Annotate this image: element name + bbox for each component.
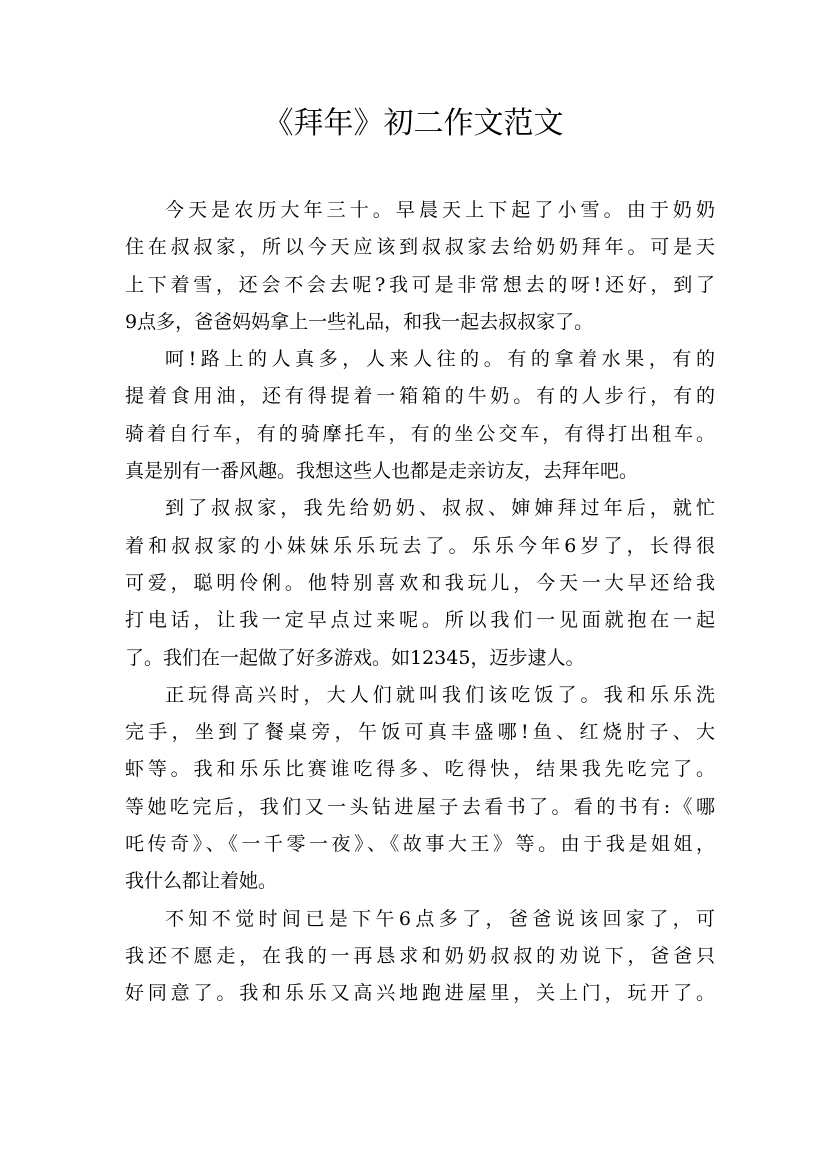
paragraph-line: 到了叔叔家，我先给奶奶、叔叔、婶婶拜过年后，就忙 xyxy=(165,497,715,520)
paragraph-line: 吒传奇》、《一千零一夜》、《故事大王》等。由于我是姐姐， xyxy=(125,833,715,856)
paragraph-line: 虾等。我和乐乐比赛谁吃得多、吃得快，结果我先吃完了。 xyxy=(125,758,715,781)
paragraph-line: 好同意了。我和乐乐又高兴地跑进屋里，关上门，玩开了。 xyxy=(125,982,715,1005)
paragraph-line: 可爱，聪明伶俐。他特别喜欢和我玩儿，今天一大早还给我 xyxy=(125,571,715,594)
paragraph-line: 我什么都让着她。 xyxy=(125,870,278,893)
paragraph-line: 不知不觉时间已是下午6点多了，爸爸说该回家了，可 xyxy=(165,907,715,930)
paragraph-line: 打电话，让我一定早点过来呢。所以我们一见面就抱在一起 xyxy=(125,609,715,632)
paragraph-line: 今天是农历大年三十。早晨天上下起了小雪。由于奶奶 xyxy=(165,199,715,221)
paragraph xyxy=(125,192,715,341)
paragraph-line: 我还不愿走，在我的一再恳求和奶奶叔叔的劝说下，爸爸只 xyxy=(125,944,715,967)
paragraph-line: 上下着雪，还会不会去呢?我可是非常想去的呀!还好，到了 xyxy=(125,273,715,296)
document-body xyxy=(125,192,715,1013)
paragraph-line: 正玩得高兴时，大人们就叫我们该吃饭了。我和乐乐洗 xyxy=(165,683,715,706)
paragraph xyxy=(125,677,715,901)
paragraph-line: 9点多，爸爸妈妈拿上一些礼品，和我一起去叔叔家了。 xyxy=(125,310,594,333)
paragraph-line: 真是别有一番风趣。我想这些人也都是走亲访友，去拜年吧。 xyxy=(125,460,639,483)
document-title: 《拜年》初二作文范文 xyxy=(263,106,564,141)
paragraph-line: 住在叔叔家，所以今天应该到叔叔家去给奶奶拜年。可是天 xyxy=(125,236,715,259)
paragraph-line: 提着食用油，还有得提着一箱箱的牛奶。有的人步行，有的 xyxy=(125,385,715,408)
paragraph-line: 了。我们在一起做了好多游戏。如12345，迈步逮人。 xyxy=(125,646,585,669)
paragraph-line: 呵!路上的人真多，人来人往的。有的拿着水果，有的 xyxy=(165,348,715,371)
paragraph xyxy=(125,341,715,490)
paragraph-line: 完手，坐到了餐桌旁，午饭可真丰盛哪!鱼、红烧肘子、大 xyxy=(125,721,715,744)
paragraph-line: 等她吃完后，我们又一头钻进屋子去看书了。看的书有:《哪 xyxy=(125,795,715,818)
paragraph xyxy=(125,901,715,1013)
paragraph xyxy=(125,490,715,676)
paragraph-line: 着和叔叔家的小妹妹乐乐玩去了。乐乐今年6岁了，长得很 xyxy=(125,534,715,557)
paragraph-line: 骑着自行车，有的骑摩托车，有的坐公交车，有得打出租车。 xyxy=(125,422,715,445)
